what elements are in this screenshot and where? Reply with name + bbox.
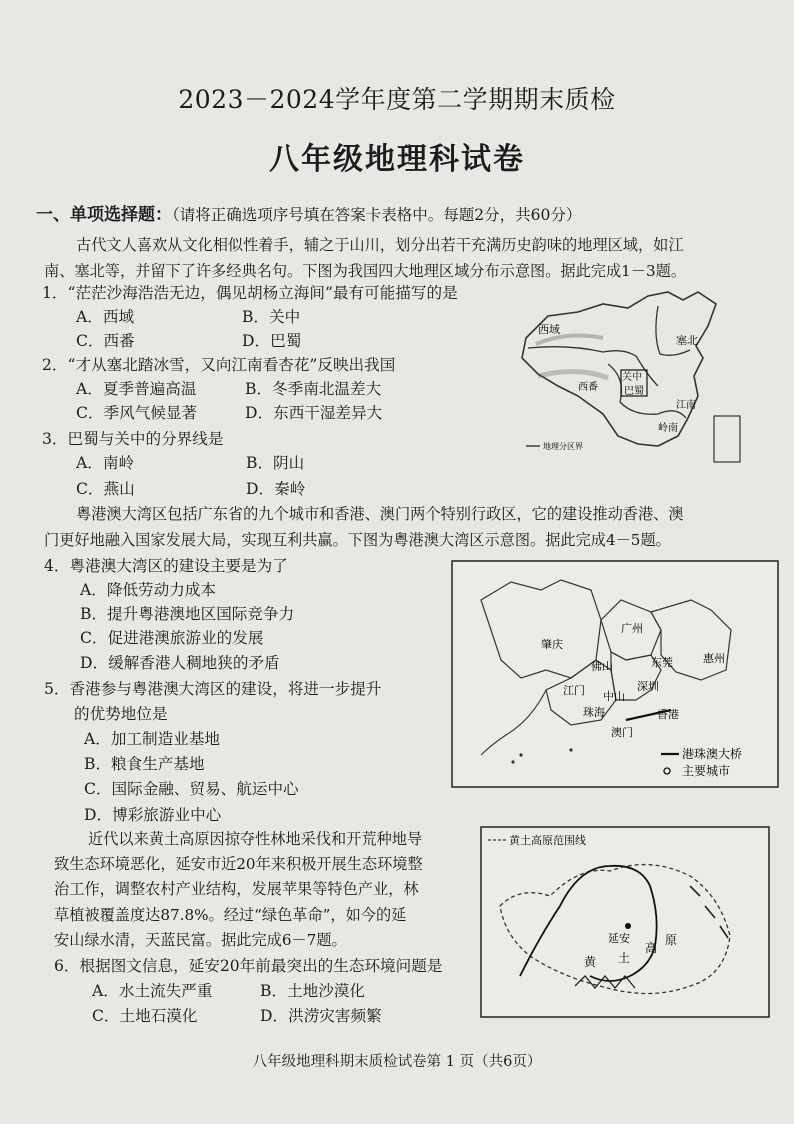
passage3-line2: 致生态环境恶化，延安市近20年来积极开展生态环境整 bbox=[54, 855, 423, 873]
section-heading bbox=[36, 200, 581, 225]
greater-bay-area-map bbox=[451, 560, 779, 788]
passage1-line2: 南、塞北等，并留下了许多经典名句。下图为我国四大地理区域分布示意图。据此完成1－3题。 bbox=[44, 262, 687, 280]
china-outline bbox=[522, 292, 716, 446]
kunlun-shading bbox=[538, 371, 608, 378]
city-foshan: 佛山 bbox=[591, 660, 613, 673]
legend-city: 主要城市 bbox=[682, 764, 731, 778]
passage2-line1: 粤港澳大湾区包括广东省的九个城市和香港、澳门两个特别行政区，它的建设推动香港、澳 bbox=[76, 505, 684, 523]
city-zhongshan: 中山 bbox=[603, 690, 625, 703]
label-tu: 土 bbox=[618, 951, 631, 965]
q2-option-d: D．东西干湿差异大 bbox=[245, 404, 383, 422]
passage1-line1: 古代文人喜欢从文化相似性着手，辅之于山川，划分出若干充满历史韵味的地理区域，如江 bbox=[76, 236, 684, 254]
q5-option-b: B．粮食生产基地 bbox=[84, 755, 205, 773]
label-bashu: 巴蜀 bbox=[624, 386, 644, 397]
exam-title: 2023－2024学年度第二学期期末质检 bbox=[178, 85, 616, 114]
city-guangzhou: 广州 bbox=[621, 622, 643, 635]
label-saibei: 塞北 bbox=[676, 334, 698, 347]
china-regions-map bbox=[508, 286, 748, 466]
exam-subtitle: 八年级地理科试卷 bbox=[269, 142, 525, 177]
passage3-line3: 治工作，调整农村产业结构，发展苹果等特色产业，林 bbox=[54, 880, 419, 898]
label-gao: 高 bbox=[645, 941, 658, 955]
legend-region-boundary: 地理分区界 bbox=[543, 442, 583, 451]
question-2: 2．“才从塞北踏冰雪，又向江南看杏花”反映出我国 bbox=[42, 356, 396, 374]
q4-option-b: B．提升粤港澳地区国际竞争力 bbox=[80, 605, 295, 623]
legend-loess: 黄土高原范围线 bbox=[509, 834, 586, 847]
label-xiyu: 西域 bbox=[538, 323, 560, 336]
q5-option-c: C．国际金融、贸易、航运中心 bbox=[84, 780, 299, 798]
question-6: 6．根据图文信息，延安20年前最突出的生态环境问题是 bbox=[54, 957, 443, 975]
passage2-line2: 门更好地融入国家发展大局，实现互利共赢。下图为粤港澳大湾区示意图。据此完成4－5题。 bbox=[44, 531, 671, 549]
q4-option-c: C．促进港澳旅游业的发展 bbox=[80, 629, 264, 647]
q1-option-b: B．关中 bbox=[242, 308, 301, 326]
city-dongguan: 东莞 bbox=[651, 656, 673, 669]
passage3-line4: 草植被覆盖度达87.8%。经过“绿色革命”，如今的延 bbox=[54, 906, 407, 924]
q4-option-a: A．降低劳动力成本 bbox=[80, 581, 217, 599]
tianshan-shading bbox=[536, 336, 603, 344]
q5-option-d: D．博彩旅游业中心 bbox=[84, 806, 222, 824]
city-zhaoqing: 肇庆 bbox=[541, 638, 563, 651]
island-dot bbox=[511, 760, 514, 763]
q5-option-a: A．加工制造业基地 bbox=[84, 730, 221, 748]
question-4: 4．粤港澳大湾区的建设主要是为了 bbox=[44, 557, 288, 575]
q6-option-c: C．土地石漠化 bbox=[92, 1007, 198, 1025]
city-huizhou: 惠州 bbox=[703, 652, 725, 665]
island-dot bbox=[519, 753, 522, 756]
q4-option-d: D．缓解香港人稠地狭的矛盾 bbox=[80, 654, 280, 672]
passage3-line5: 安山绿水清，天蓝民富。据此完成6－7题。 bbox=[54, 931, 347, 949]
q6-option-a: A．水土流失严重 bbox=[92, 982, 213, 1000]
island-dot bbox=[569, 748, 572, 751]
map3-frame bbox=[481, 827, 769, 1017]
yanan-dot bbox=[625, 923, 631, 929]
question-5: 5．香港参与粤港澳大湾区的建设，将进一步提升 bbox=[44, 680, 382, 698]
label-xifan: 西番 bbox=[578, 382, 598, 393]
q6-option-d: D．洪涝灾害频繁 bbox=[260, 1007, 382, 1025]
city-shenzhen: 深圳 bbox=[637, 680, 659, 693]
section-title: 一、单项选择题： bbox=[36, 205, 172, 225]
q6-option-b: B．土地沙漠化 bbox=[260, 982, 366, 1000]
loess-plateau-map bbox=[480, 826, 770, 1018]
city-jiangmen: 江门 bbox=[563, 684, 585, 697]
label-yuan: 原 bbox=[665, 933, 678, 947]
q1-option-d: D．巴蜀 bbox=[242, 332, 302, 350]
label-yanan: 延安 bbox=[608, 932, 630, 945]
passage3-line1: 近代以来黄土高原因掠夺性林地采伐和开荒种地导 bbox=[88, 830, 423, 848]
q1-option-a: A．西域 bbox=[76, 308, 135, 326]
question-5-cont: 的优势地位是 bbox=[74, 705, 168, 723]
label-guanzhong: 关中 bbox=[622, 372, 642, 383]
label-jiangnan: 江南 bbox=[676, 400, 696, 411]
city-zhuhai: 珠海 bbox=[583, 706, 605, 719]
q3-option-c: C．燕山 bbox=[76, 480, 135, 498]
q2-option-a: A．夏季普遍高温 bbox=[76, 380, 197, 398]
q1-option-c: C．西番 bbox=[76, 332, 135, 350]
legend-bridge: 港珠澳大桥 bbox=[682, 747, 743, 761]
label-lingnan: 岭南 bbox=[658, 423, 678, 434]
question-3: 3．巴蜀与关中的分界线是 bbox=[42, 430, 224, 448]
city-aomen: 澳门 bbox=[611, 726, 633, 739]
page-footer: 八年级地理科期末质检试卷第 1 页（共6页） bbox=[252, 1054, 542, 1070]
section-note: （请将正确选项序号填在答案卡表格中。每题2分，共60分） bbox=[172, 206, 582, 224]
q2-option-c: C．季风气候显著 bbox=[76, 404, 198, 422]
q3-option-d: D．秦岭 bbox=[246, 480, 306, 498]
city-xianggang: 香港 bbox=[657, 708, 679, 721]
q3-option-a: A．南岭 bbox=[76, 454, 135, 472]
region-boundary-east bbox=[656, 306, 690, 355]
question-1: 1．“茫茫沙海浩浩无边，偶见胡杨立海间”最有可能描写的是 bbox=[42, 284, 458, 302]
q2-option-b: B．冬季南北温差大 bbox=[245, 380, 382, 398]
label-huang: 黄 bbox=[584, 955, 597, 969]
q3-option-b: B．阴山 bbox=[246, 454, 305, 472]
south-china-sea-inset bbox=[714, 416, 740, 462]
